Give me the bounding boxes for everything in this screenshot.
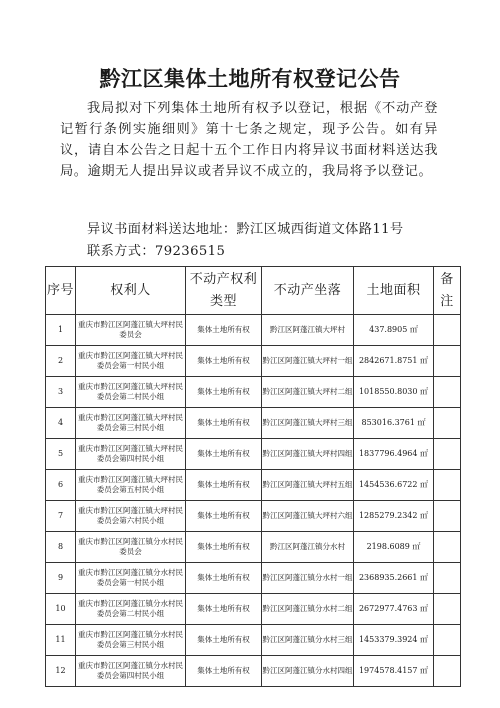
table-header-row xyxy=(46,267,461,315)
row-location: 黔江区阿蓬江镇大坪村三组 xyxy=(262,408,354,439)
row-owner: 重庆市黔江区阿蓬江镇大坪村民委员会第一村民小组 xyxy=(76,346,186,377)
header-no: 序号 xyxy=(46,267,76,315)
row-location: 黔江区阿蓬江镇大坪村五组 xyxy=(262,470,354,501)
row-area: 2842671.8751 ㎡ xyxy=(354,346,434,377)
row-no: 7 xyxy=(46,501,76,532)
row-no: 1 xyxy=(46,315,76,346)
row-remark xyxy=(434,346,461,377)
row-area: 1837796.4964 ㎡ xyxy=(354,439,434,470)
row-owner: 重庆市黔江区阿蓬江镇大坪村民委员会第三村民小组 xyxy=(76,408,186,439)
table-row xyxy=(46,656,461,687)
row-area: 1974578.4157 ㎡ xyxy=(354,656,434,687)
table-row xyxy=(46,625,461,656)
land-registry-table xyxy=(45,266,461,687)
row-area: 2368935.2661 ㎡ xyxy=(354,563,434,594)
row-area: 1018550.8030 ㎡ xyxy=(354,377,434,408)
row-rights-type: 集体土地所有权 xyxy=(186,656,262,687)
row-location: 黔江区阿蓬江镇大坪村六组 xyxy=(262,501,354,532)
row-no: 3 xyxy=(46,377,76,408)
row-owner: 重庆市黔江区阿蓬江镇大坪村民委员会第六村民小组 xyxy=(76,501,186,532)
row-owner: 重庆市黔江区阿蓬江镇大坪村民委员会第四村民小组 xyxy=(76,439,186,470)
row-rights-type: 集体土地所有权 xyxy=(186,563,262,594)
table-row xyxy=(46,470,461,501)
row-owner: 重庆市黔江区阿蓬江镇大坪村民委员会第五村民小组 xyxy=(76,470,186,501)
row-rights-type: 集体土地所有权 xyxy=(186,501,262,532)
row-area: 2672977.4763 ㎡ xyxy=(354,594,434,625)
row-remark xyxy=(434,408,461,439)
row-owner: 重庆市黔江区阿蓬江镇分水村民委员会第三村民小组 xyxy=(76,625,186,656)
row-no: 11 xyxy=(46,625,76,656)
header-area: 土地面积 xyxy=(354,267,434,315)
row-rights-type: 集体土地所有权 xyxy=(186,346,262,377)
row-area: 2198.6089 ㎡ xyxy=(354,532,434,563)
row-remark xyxy=(434,656,461,687)
row-owner: 重庆市黔江区阿蓬江镇分水村民委员会 xyxy=(76,532,186,563)
row-location: 黔江区阿蓬江镇分水村二组 xyxy=(262,594,354,625)
row-remark xyxy=(434,439,461,470)
row-rights-type: 集体土地所有权 xyxy=(186,439,262,470)
objection-address: 异议书面材料送达地址：黔江区城西街道文体路11号 xyxy=(87,222,404,237)
row-remark xyxy=(434,377,461,408)
table-row xyxy=(46,346,461,377)
header-remark: 备注 xyxy=(434,267,461,315)
row-location: 黔江区阿蓬江镇分水村一组 xyxy=(262,563,354,594)
row-rights-type: 集体土地所有权 xyxy=(186,625,262,656)
row-no: 9 xyxy=(46,563,76,594)
table-row xyxy=(46,377,461,408)
row-owner: 重庆市黔江区阿蓬江镇分水村民委员会第二村民小组 xyxy=(76,594,186,625)
row-no: 10 xyxy=(46,594,76,625)
row-area: 437.8905 ㎡ xyxy=(354,315,434,346)
contact-info: 联系方式：79236515 xyxy=(87,244,226,259)
row-remark xyxy=(434,470,461,501)
row-owner: 重庆市黔江区阿蓬江镇分水村民委员会第一村民小组 xyxy=(76,563,186,594)
row-remark xyxy=(434,594,461,625)
row-remark xyxy=(434,315,461,346)
row-remark xyxy=(434,625,461,656)
row-location: 黔江区阿蓬江镇大坪村四组 xyxy=(262,439,354,470)
header-location: 不动产坐落 xyxy=(262,267,354,315)
row-location: 黔江区阿蓬江镇大坪村 xyxy=(262,315,354,346)
row-rights-type: 集体土地所有权 xyxy=(186,377,262,408)
row-remark xyxy=(434,532,461,563)
row-area: 1453379.3924 ㎡ xyxy=(354,625,434,656)
row-location: 黔江区阿蓬江镇大坪村二组 xyxy=(262,377,354,408)
header-owner: 权利人 xyxy=(76,267,186,315)
row-remark xyxy=(434,563,461,594)
row-no: 12 xyxy=(46,656,76,687)
row-location: 黔江区阿蓬江镇分水村四组 xyxy=(262,656,354,687)
row-owner: 重庆市黔江区阿蓬江镇大坪村民委员会 xyxy=(76,315,186,346)
table-row xyxy=(46,594,461,625)
row-rights-type: 集体土地所有权 xyxy=(186,594,262,625)
row-no: 8 xyxy=(46,532,76,563)
row-owner: 重庆市黔江区阿蓬江镇大坪村民委员会第二村民小组 xyxy=(76,377,186,408)
row-area: 1454536.6722 ㎡ xyxy=(354,470,434,501)
row-rights-type: 集体土地所有权 xyxy=(186,470,262,501)
row-location: 黔江区阿蓬江镇大坪村一组 xyxy=(262,346,354,377)
table-row xyxy=(46,439,461,470)
row-owner: 重庆市黔江区阿蓬江镇分水村民委员会第四村民小组 xyxy=(76,656,186,687)
row-no: 4 xyxy=(46,408,76,439)
table-row xyxy=(46,563,461,594)
row-no: 5 xyxy=(46,439,76,470)
row-location: 黔江区阿蓬江镇分水村 xyxy=(262,532,354,563)
row-area: 853016.3761 ㎡ xyxy=(354,408,434,439)
notice-body: 我局拟对下列集体土地所有权予以登记，根据《不动产登记暂行条例实施细则》第十七条之规定，现予公告。如有异议，请自本公告之日起十五个工作日内将异议书面材料送达我局。逾期无人提出异议或者异议不成立的，我局将予以登记。 xyxy=(60,101,438,179)
row-no: 6 xyxy=(46,470,76,501)
table-row xyxy=(46,315,461,346)
header-rights-type: 不动产权利类型 xyxy=(186,267,262,315)
row-rights-type: 集体土地所有权 xyxy=(186,408,262,439)
table-row xyxy=(46,501,461,532)
row-rights-type: 集体土地所有权 xyxy=(186,532,262,563)
table-row xyxy=(46,408,461,439)
row-location: 黔江区阿蓬江镇分水村三组 xyxy=(262,625,354,656)
table-row xyxy=(46,532,461,563)
row-rights-type: 集体土地所有权 xyxy=(186,315,262,346)
row-area: 1285279.2342 ㎡ xyxy=(354,501,434,532)
notice-title: 黔江区集体土地所有权登记公告 xyxy=(99,66,401,91)
row-remark xyxy=(434,501,461,532)
row-no: 2 xyxy=(46,346,76,377)
